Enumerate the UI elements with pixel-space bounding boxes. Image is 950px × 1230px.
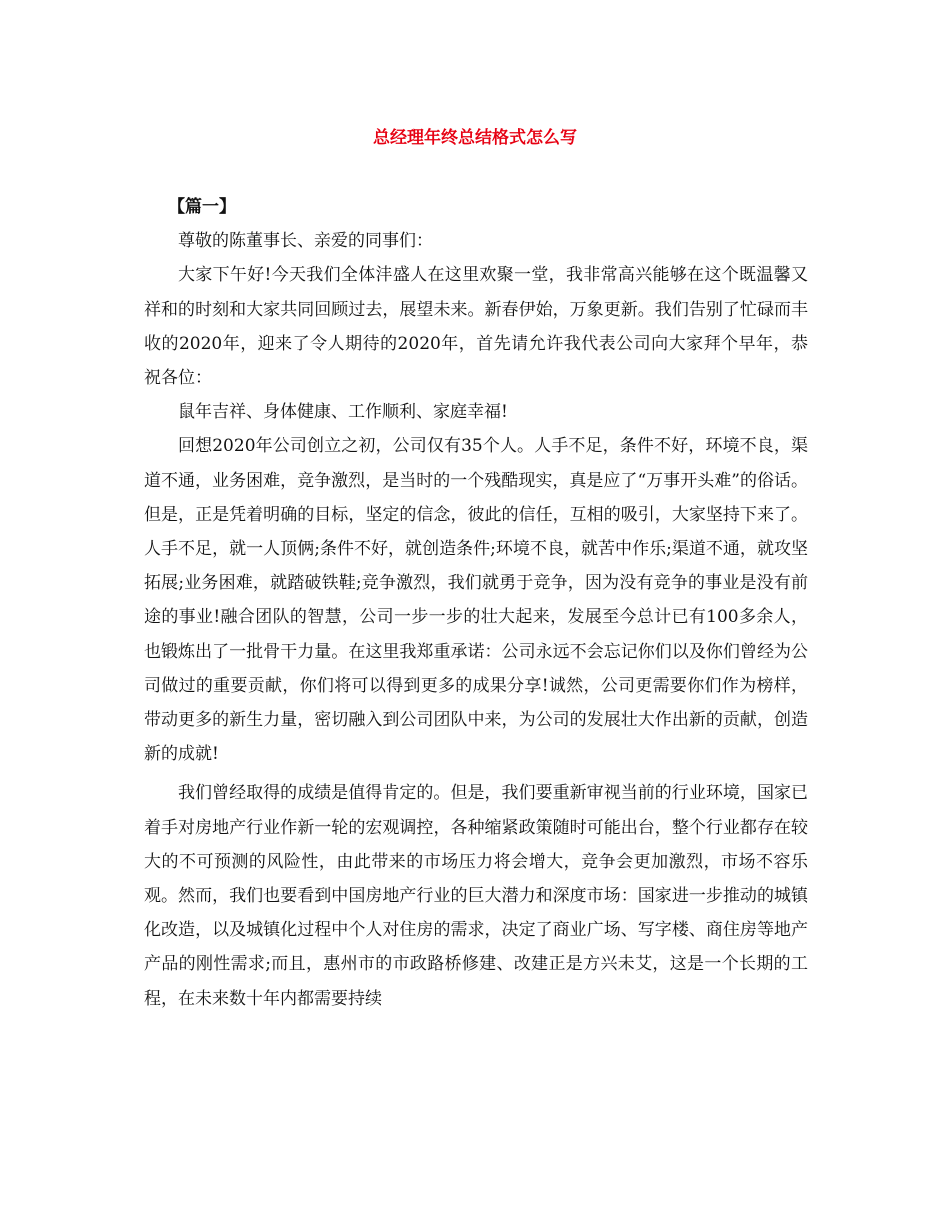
section-heading: 【篇一】 [168,197,236,217]
body-paragraph: 我们曾经取得的成绩是值得肯定的。但是，我们要重新审视当前的行业环境，国家已着手对房地产行业作新一轮的宏观调控，各种缩紧政策随时可能出台，整个行业都存在较大的不可预测的风险性，由此带来的市场压力将会增大，竞争会更加激烈，市场不容乐观。然而，我们也要看到中国房地产行业的巨大潜力和深度市场：国家进一步推动的城镇化改造，以及城镇化过程中个人对住房的需求，决定了商业广场、写字楼、商住房等地产产品的刚性需求;而且，惠州市的市政路桥修建、改建正是方兴未艾，这是一个长期的工程，在未来数十年内都需要持续 [144,783,808,1009]
body-paragraph: 回想2020年公司创立之初，公司仅有35个人。人手不足，条件不好，环境不良，渠道不通，业务困难，竞争激烈，是当时的一个残酷现实，真是应了“万事开头难”的俗话。但是，正是凭着明确的目标，坚定的信念，彼此的信任，互相的吸引，大家坚持下来了。人手不足，就一人顶俩;条件不好，就创造条件;环境不良，就苦中作乐;渠道不通，就攻坚拓展;业务困难，就踏破铁鞋;竞争激烈，我们就勇于竞争，因为没有竞争的事业是没有前途的事业!融合团队的智慧，公司一步一步的壮大起来，发展至今总计已有100多余人，也锻炼出了一批骨干力量。在这里我郑重承诺：公司永远不会忘记你们以及你们曾经为公司做过的重要贡献，你们将可以得到更多的成果分享!诚然，公司更需要你们作为榜样，带动更多的新生力量，密切融入到公司团队中来，为公司的发展壮大作出新的贡献，创造新的成就! [144,436,808,765]
document-body [144,190,808,1016]
body-paragraph: 大家下午好!今天我们全体沣盛人在这里欢聚一堂，我非常高兴能够在这个既温馨又祥和的时刻和大家共同回顾过去，展望未来。新春伊始，万象更新。我们告别了忙碌而丰收的2020年，迎来了令人期待的2020年，首先请允许我代表公司向大家拜个早年，恭祝各位： [144,265,808,389]
document-title: 总经理年终总结格式怎么写 [373,128,577,148]
body-paragraph: 鼠年吉祥、身体健康、工作顺利、家庭幸福! [178,402,508,423]
salutation-paragraph: 尊敬的陈董事长、亲爱的同事们： [178,231,433,252]
